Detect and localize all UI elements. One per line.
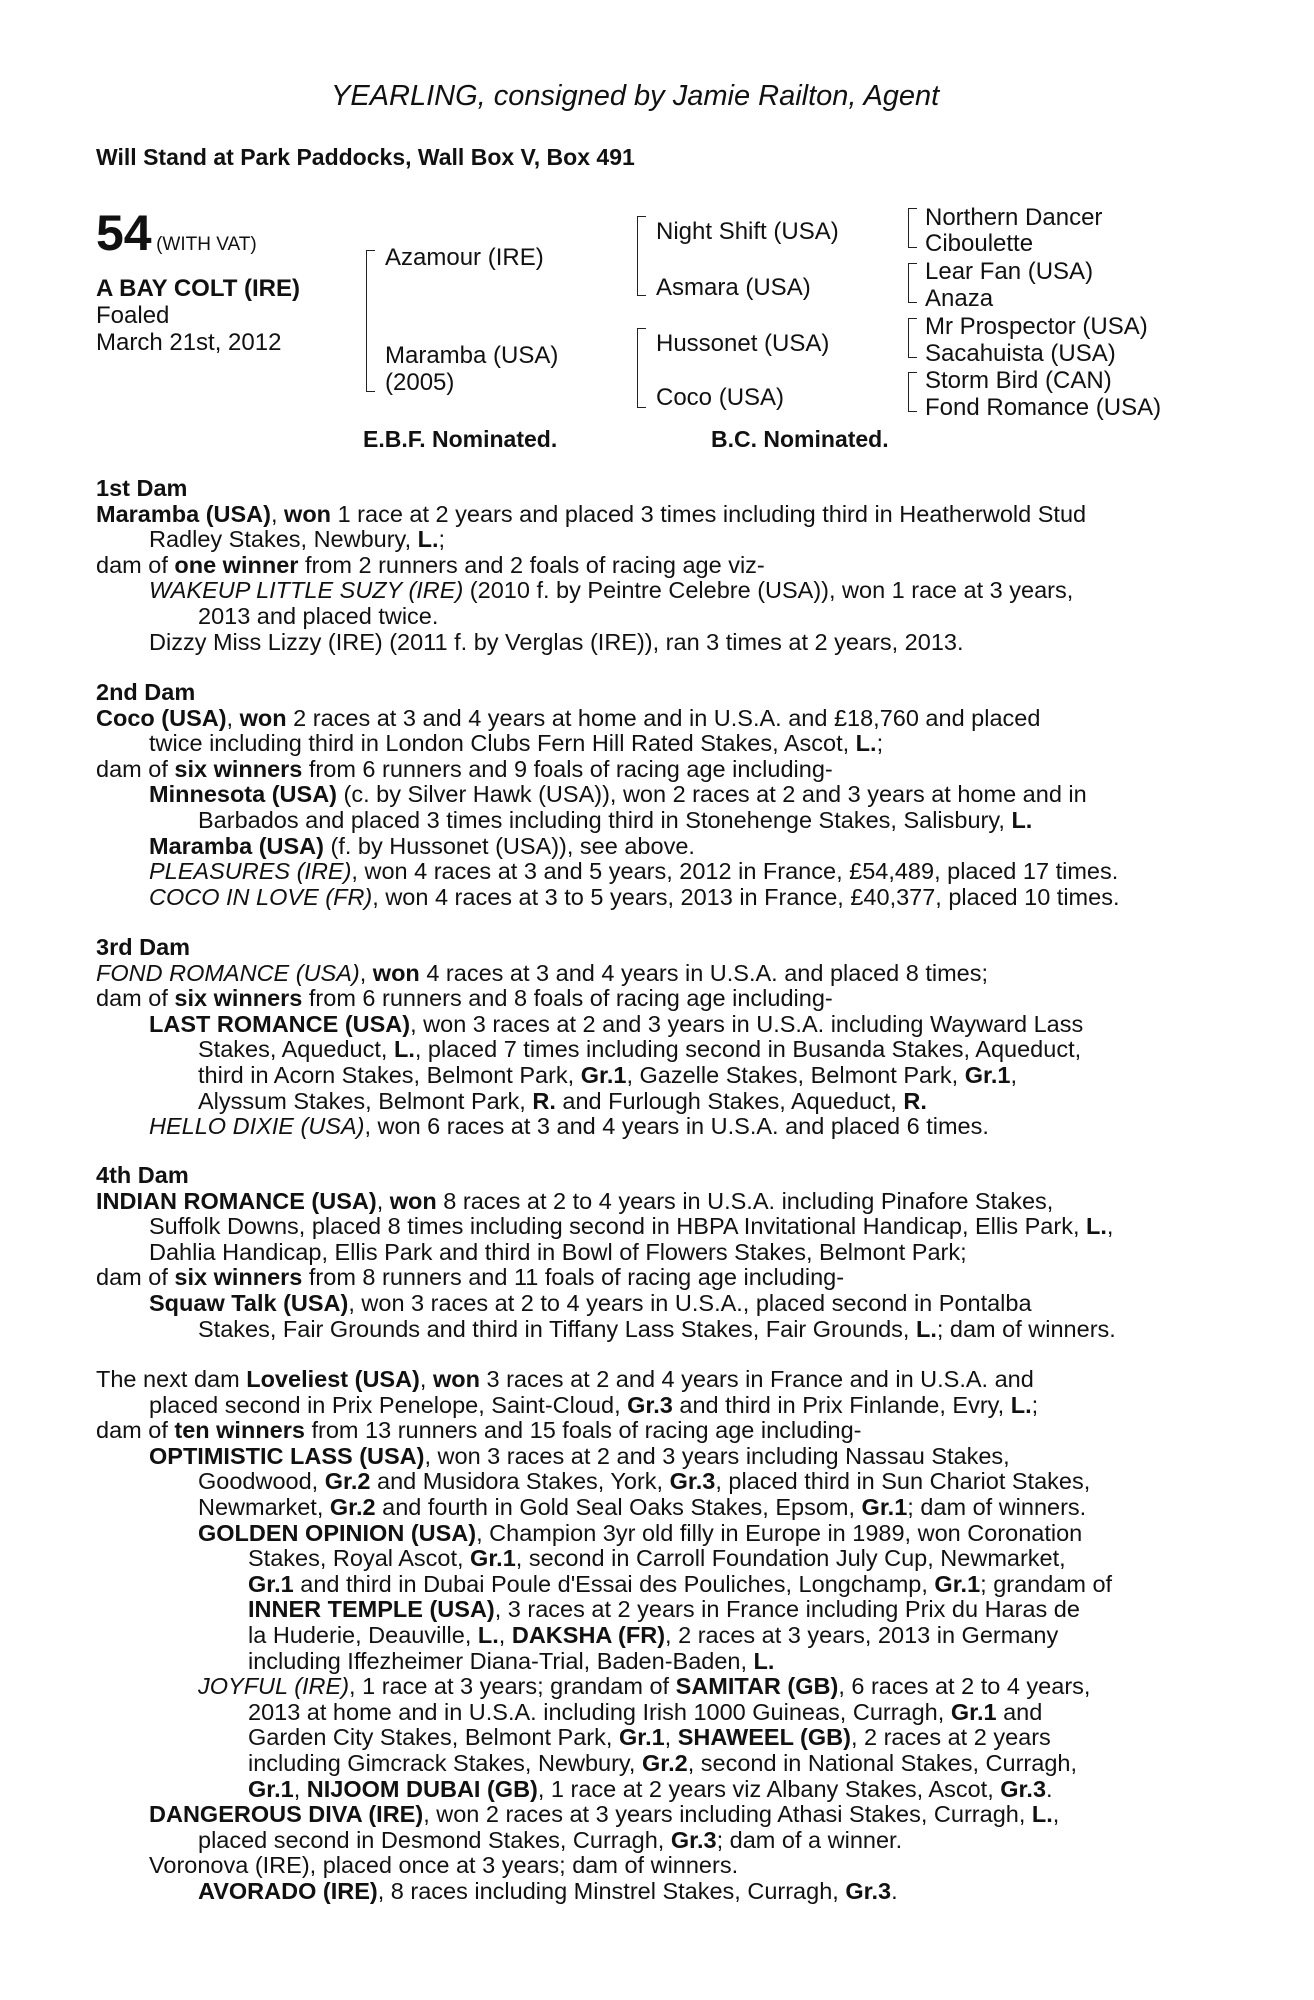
pedigree-dam-dam: Coco (USA) [656,384,785,411]
text-run: Gr.3 [627,1391,673,1418]
pedigree-g6: Sacahuista (USA) [925,340,1116,367]
bc-nominated: B.C. Nominated. [711,426,889,452]
text-run: , [376,1187,390,1214]
text-run: 8 races at 2 to 4 years in U.S.A. including Pinafore Stakes, [436,1187,1054,1214]
text-run: R. [903,1087,927,1114]
text-run: Coco (USA) [96,704,227,731]
text-run: , Gazelle Stakes, Belmont Park, [626,1061,965,1088]
text-run: including Iffezheimer Diana-Trial, Baden-Baden, [248,1647,754,1674]
text-run: Gr.3 [669,1468,716,1495]
text-run: Squaw Talk (USA) [149,1289,349,1316]
ebf-nominated: E.B.F. Nominated. [363,426,558,452]
text-run: from 6 runners and 9 foals of racing age including- [302,755,833,782]
text-run: L. [1010,1391,1032,1418]
text-run: won [432,1366,480,1392]
text-line [96,527,1206,553]
text-run: L. [393,1036,415,1063]
text-run: Gr.3 [1000,1775,1047,1802]
pedigree-sire: Azamour (IRE) [385,244,544,271]
text-run: Maramba (USA) [149,832,324,859]
text-run: Gr.1 [964,1061,1011,1088]
pedigree-sire-dam: Asmara (USA) [656,274,811,301]
text-run: , second in National Stakes, Curragh, [687,1749,1077,1776]
text-run: Alyssum Stakes, Belmont Park, [198,1087,533,1114]
text-run: Gr.1 [248,1570,294,1597]
text-run: The next dam [96,1366,247,1392]
text-line [96,1444,1206,1470]
text-run: NIJOOM DUBAI (GB) [306,1775,538,1802]
text-run: dam of [96,1417,175,1444]
text-run: third in Acorn Stakes, Belmont Park, [198,1061,581,1088]
text-line [96,1546,1206,1572]
pedigree-brace-main [366,250,375,392]
text-run: L. [915,1315,937,1342]
text-line [96,1700,1206,1726]
foaled-date: March 21st, 2012 [96,329,282,356]
text-line: 2013 and placed twice. [198,602,439,629]
text-run: 2013 at home and in U.S.A. including Irish 1000 Guineas, Curragh, [248,1698,951,1725]
pedigree-dam: Maramba (USA) [385,342,559,369]
text-line [96,1063,1206,1089]
text-line [96,1674,1206,1700]
pedigree-g3: Lear Fan (USA) [925,258,1094,285]
pedigree-g8: Fond Romance (USA) [925,394,1162,421]
text-line [96,1879,1206,1905]
text-line [96,1037,1206,1063]
text-run: Gr.2 [329,1493,376,1520]
text-line [96,1725,1206,1751]
pedigree-dam-year: (2005) [385,369,455,396]
text-line [96,986,1206,1012]
text-run: . [891,1877,898,1904]
text-run: AVORADO (IRE) [198,1877,378,1904]
text-run: , 1 race at 2 years viz Albany Stakes, Ascot, [537,1775,1001,1802]
section-heading: 2nd Dam [96,679,196,705]
text-run: , 1 race at 3 years; grandam of [349,1673,676,1700]
text-line [96,808,1206,834]
text-run: , won 3 races at 2 and 3 years including Nassau Stakes, [424,1442,1010,1469]
text-line [96,859,1206,885]
text-run: Gr.3 [670,1826,717,1853]
pedigree-g2: Ciboulette [925,230,1034,257]
text-run: Loveliest (USA) [246,1366,420,1392]
text-line [96,553,1206,579]
lot-name: A BAY COLT (IRE) [96,275,301,302]
text-run: DAKSHA (FR) [511,1621,666,1648]
text-run: ; [438,526,446,553]
text-run: Gr.2 [641,1749,688,1776]
text-run: Newmarket, [198,1493,330,1520]
lot-number: 54 [96,205,152,261]
text-run: Barbados and placed 3 times including third in Stonehenge Stakes, Salisbury, [198,806,1012,833]
text-run: L. [1031,1801,1053,1828]
text-line [96,502,1206,528]
text-line [96,731,1206,757]
section-heading: 1st Dam [96,475,188,501]
text-line [96,1597,1206,1623]
text-line [96,1214,1206,1240]
text-run: SHAWEEL (GB) [677,1724,851,1751]
text-run: FOND ROMANCE (USA) [96,959,360,986]
pedigree-g7: Storm Bird (CAN) [925,367,1112,394]
text-line: Dizzy Miss Lizzy (IRE) (2011 f. by Verglas (IRE)), ran 3 times at 2 years, 2013. [149,628,964,655]
text-run: Gr.1 [861,1493,908,1520]
pedigree-dam-sire: Hussonet (USA) [656,330,830,357]
lot-number-block [96,204,257,262]
text-run: ten winners [174,1417,305,1444]
text-line: Voronova (IRE), placed once at 3 years; dam of winners. [149,1852,739,1879]
text-run: Radley Stakes, Newbury, [149,526,418,553]
text-run: , [1106,1213,1114,1240]
text-line [96,1291,1206,1317]
text-run: Gr.1 [580,1061,627,1088]
text-run: and third in Dubai Poule d'Essai des Pouliches, Longchamp, [293,1570,935,1597]
text-run: six winners [174,1264,303,1291]
text-run: ; dam of winners. [936,1315,1116,1342]
text-line [96,1777,1206,1803]
text-run: (2010 f. by Peintre Celebre (USA)), won 1 race at 3 years, [463,577,1074,604]
text-run: dam of [96,551,175,578]
text-run: Garden City Stakes, Belmont Park, [248,1724,619,1751]
text-run: COCO IN LOVE (FR) [149,883,373,910]
vat-note: (WITH VAT) [156,234,257,255]
text-run: and [996,1698,1043,1725]
text-run: , [293,1775,307,1802]
text-run: twice including third in London Clubs Fern Hill Rated Stakes, Ascot, [149,730,856,757]
text-run: from 13 runners and 15 foals of racing age including- [304,1417,862,1444]
text-line [96,1572,1206,1598]
text-run: , [419,1366,433,1392]
text-run: Gr.1 [470,1545,516,1572]
text-run: and fourth in Gold Seal Oaks Stakes, Epsom, [375,1493,862,1520]
text-run: and third in Prix Finlande, Evry, [672,1391,1011,1418]
pedigree-brace-g3 [908,318,917,358]
text-run: won [372,959,420,986]
text-run: , [1052,1801,1060,1828]
text-line [96,1828,1206,1854]
first-dam-section [96,476,1206,655]
text-run: Gr.1 [950,1698,997,1725]
text-run: , placed 7 times including second in Busanda Stakes, Aqueduct, [414,1036,1082,1063]
text-run: six winners [174,755,303,782]
text-line: Dahlia Handicap, Ellis Park and third in Bowl of Flowers Stakes, Belmont Park; [149,1238,967,1265]
text-run: , [226,704,240,731]
text-line [96,1089,1206,1115]
text-run: L. [1011,806,1033,833]
text-run: , [359,959,373,986]
text-line [96,1012,1206,1038]
text-run: Minnesota (USA) [149,781,337,808]
text-run: , won 2 races at 3 years including Athasi Stakes, Curragh, [423,1801,1032,1828]
text-run: ; [876,730,884,757]
pedigree-brace-dam [637,328,646,408]
text-run: L. [1086,1213,1107,1240]
text-run: L. [753,1647,775,1674]
text-run: , [664,1724,678,1751]
text-run: SAMITAR (GB) [675,1673,839,1700]
page-header: YEARLING, consigned by Jamie Railton, Agent [331,80,940,112]
text-run: , 3 races at 2 years in France including Prix du Haras de [494,1596,1080,1623]
text-run: LAST ROMANCE (USA) [149,1010,411,1037]
text-line [96,757,1206,783]
text-line [96,961,1206,987]
text-run: Stakes, Fair Grounds and third in Tiffany Lass Stakes, Fair Grounds, [198,1315,916,1342]
text-run: L. [417,526,439,553]
text-run: Gr.2 [324,1468,371,1495]
text-run: and Musidora Stakes, York, [370,1468,670,1495]
text-run: INDIAN ROMANCE (USA) [96,1187,377,1214]
pedigree-g1: Northern Dancer [925,204,1103,231]
text-run: , won 6 races at 3 and 4 years in U.S.A. and placed 6 times. [364,1113,989,1140]
pedigree-brace-g1 [908,208,917,248]
text-run: , won 3 races at 2 and 3 years in U.S.A. including Wayward Lass [410,1010,1084,1037]
text-run: Stakes, Royal Ascot, [248,1545,471,1572]
text-run: la Huderie, Deauville, [248,1621,478,1648]
text-run: , 6 races at 2 to 4 years, [838,1673,1091,1700]
text-run: won [284,500,332,527]
foaled-label: Foaled [96,302,170,329]
text-line [96,1367,1206,1393]
text-line [96,1495,1206,1521]
pedigree-sire-sire: Night Shift (USA) [656,218,839,245]
text-run: won [239,704,287,731]
text-line [96,1317,1206,1343]
text-run: dam of [96,985,175,1012]
text-line [96,1418,1206,1444]
text-run: , won 3 races at 2 to 4 years in U.S.A., placed second in Pontalba [348,1289,1032,1316]
text-run: one winner [174,551,299,578]
text-run: ; dam of winners. [907,1493,1087,1520]
text-run: DANGEROUS DIVA (IRE) [149,1801,424,1828]
pedigree-g5: Mr Prospector (USA) [925,313,1148,340]
text-run: , 2 races at 2 years [850,1724,1051,1751]
pedigree-g4: Anaza [925,285,994,312]
text-line [96,1521,1206,1547]
text-run: , 2 races at 3 years, 2013 in Germany [665,1621,1059,1648]
text-run: ; grandam of [980,1570,1113,1597]
text-run: dam of [96,1264,175,1291]
third-dam-section [96,935,1206,1140]
text-run: and Furlough Stakes, Aqueduct, [555,1087,904,1114]
text-run: from 6 runners and 8 foals of racing age including- [302,985,833,1012]
text-run: , won 4 races at 3 to 5 years, 2013 in France, £40,377, placed 10 times. [372,883,1120,910]
text-run: including Gimcrack Stakes, Newbury, [248,1749,642,1776]
text-run: , [270,500,285,527]
text-run: Maramba (USA) [96,500,271,527]
text-run: ; dam of a winner. [716,1826,903,1853]
text-run: HELLO DIXIE (USA) [149,1113,365,1140]
text-run: INNER TEMPLE (USA) [248,1596,495,1623]
text-run: placed second in Prix Penelope, Saint-Cloud, [149,1391,628,1418]
text-line [96,1393,1206,1419]
next-dam-section [96,1367,1206,1904]
stand-location: Will Stand at Park Paddocks, Wall Box V, Box 491 [96,144,635,170]
text-line [96,706,1206,732]
text-line [96,1649,1206,1675]
text-run: Suffolk Downs, placed 8 times including second in HBPA Invitational Handicap, Ellis Park, [149,1213,1087,1240]
pedigree-brace-g4 [908,372,917,412]
text-line [96,834,1206,860]
text-run: JOYFUL (IRE) [198,1673,350,1700]
text-line [96,1623,1206,1649]
text-run: Stakes, Aqueduct, [198,1036,394,1063]
text-line [96,782,1206,808]
text-run: L. [855,730,877,757]
text-run: from 2 runners and 2 foals of racing age viz- [298,551,765,578]
text-run: (c. by Silver Hawk (USA)), won 2 races at 2 and 3 years at home and in [337,781,1087,808]
text-line [96,578,1206,604]
text-run: six winners [174,985,303,1012]
text-line [96,885,1206,911]
text-run: , won 4 races at 3 and 5 years, 2012 in France, £54,489, placed 17 times. [351,858,1119,885]
pedigree-brace-g2 [908,263,917,303]
text-run: WAKEUP LITTLE SUZY (IRE) [149,577,464,604]
text-run: Gr.1 [618,1724,665,1751]
text-run: won [389,1187,437,1214]
text-run: , placed third in Sun Chariot Stakes, [715,1468,1091,1495]
section-heading: 4th Dam [96,1162,189,1188]
text-line [96,1114,1206,1140]
text-run: 4 races at 3 and 4 years in U.S.A. and placed 8 times; [419,959,989,986]
text-run: PLEASURES (IRE) [149,858,352,885]
text-run: R. [532,1087,556,1114]
text-line [96,1265,1206,1291]
text-run: , second in Carroll Foundation July Cup, Newmarket, [515,1545,1066,1572]
text-run: OPTIMISTIC LASS (USA) [149,1442,425,1469]
text-run: GOLDEN OPINION (USA) [198,1519,477,1546]
text-run: . [1046,1775,1053,1802]
text-run: 1 race at 2 years and placed 3 times including third in Heatherwold Stud [331,500,1087,527]
text-run: Gr.3 [845,1877,892,1904]
text-run: (f. by Hussonet (USA)), see above. [323,832,695,859]
text-run: Gr.1 [934,1570,981,1597]
fourth-dam-section [96,1163,1206,1342]
pedigree-brace-sire [637,216,646,296]
text-run: Gr.1 [248,1775,294,1802]
text-run: ; [1031,1391,1039,1418]
text-line [96,1469,1206,1495]
text-run: 2 races at 3 and 4 years at home and in U.S.A. and £18,760 and placed [286,704,1041,731]
text-run: , [1010,1061,1017,1088]
text-line [96,1751,1206,1777]
text-run: 3 races at 2 and 4 years in France and in U.S.A. and [479,1366,1034,1392]
second-dam-section [96,680,1206,910]
section-heading: 3rd Dam [96,934,191,960]
text-run: L. [477,1621,499,1648]
text-run: , 8 races including Minstrel Stakes, Curragh, [377,1877,846,1904]
text-run: , [498,1621,512,1648]
text-run: dam of [96,755,175,782]
text-run: Goodwood, [198,1468,325,1495]
text-line [96,1189,1206,1215]
text-run: placed second in Desmond Stakes, Curragh, [198,1826,671,1853]
text-line [96,1802,1206,1828]
text-run: from 8 runners and 11 foals of racing age including- [302,1264,845,1291]
text-run: , Champion 3yr old filly in Europe in 1989, won Coronation [476,1519,1083,1546]
